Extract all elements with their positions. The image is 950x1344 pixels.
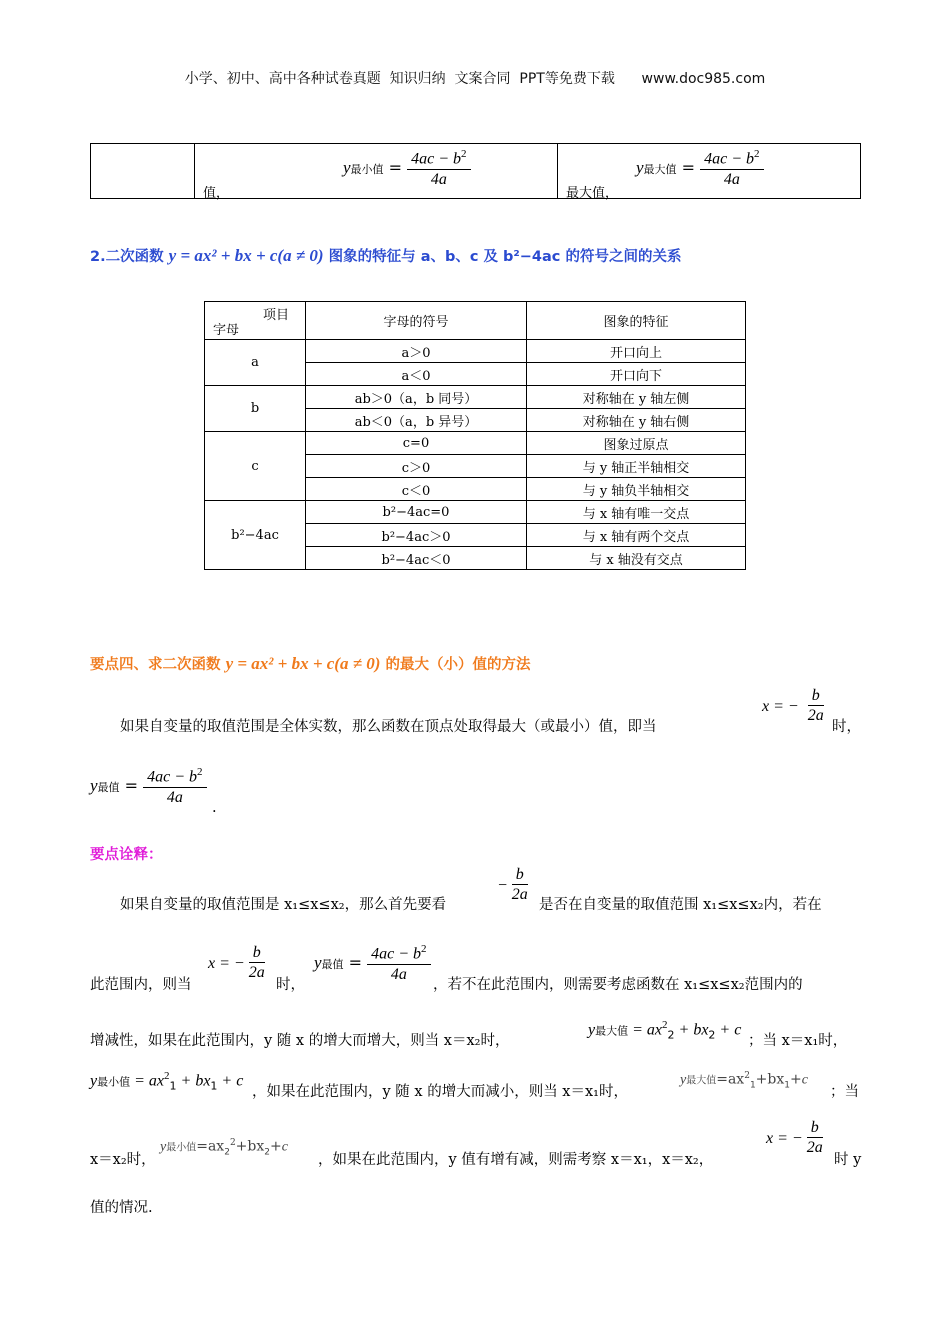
table-row: [205, 386, 746, 409]
sign-cell: ab＞0（a，b 同号）: [306, 386, 527, 409]
max-denominator: 4a: [723, 170, 740, 188]
sign-cell: a＜0: [306, 363, 527, 386]
para2-l6: 值的情况.: [90, 1200, 153, 1216]
para2-l4b: ；当: [830, 1084, 859, 1100]
para2-l2b: 时，: [276, 977, 305, 993]
header-sign: 字母的符号: [306, 302, 527, 340]
header-text: 小学、初中、高中各种试卷真题 知识归纳 文案合同 PPT等免费下载: [184, 71, 615, 87]
sign-cell: b²−4ac＜0: [306, 547, 527, 570]
section4-formula: y = ax² + bx + c(a ≠ 0): [225, 654, 381, 673]
sign-cell: b²−4ac=0: [306, 501, 527, 524]
letter-cell: a: [205, 340, 306, 386]
min-at-x2-formula: y最小值$=ax_2^2+bx_2+c$: [160, 1138, 288, 1158]
section2-heading: [90, 245, 681, 266]
sign-cell: ab＜0（a，b 异号）: [306, 409, 527, 432]
diagonal-header-cell: [205, 302, 306, 340]
min-at-x1-formula: y最小值 = $ax^2_1 + bx_1 + c$: [90, 1070, 244, 1093]
table-row: [205, 340, 746, 363]
neg-b-over-2a: − $\frac{b}{2a}$: [497, 866, 528, 904]
extremum-formula: y最值 = $\frac{4ac - b^2}{4a}$: [90, 766, 207, 807]
min-value-label: 值，: [203, 186, 230, 201]
feature-cell: 开口向上: [527, 340, 746, 363]
vertex-x-formula-2: x = − $\frac{b}{2a}$: [208, 944, 265, 982]
header-feature: 图象的特征: [527, 302, 746, 340]
min-subscript: 最小值: [350, 162, 384, 176]
section4-prefix: 要点四、求二次函数: [90, 657, 221, 673]
letter-cell: c: [205, 432, 306, 501]
section4-suffix: 的最大（小）值的方法: [385, 657, 531, 673]
para2-l1a: 如果自变量的取值范围是 x₁≤x≤x₂，那么首先要看: [120, 897, 447, 913]
max-subscript: 最大值: [643, 162, 677, 176]
vertex-x-formula-3: x = − $\frac{b}{2a}$: [766, 1119, 823, 1157]
max-value-cell: y最大值 = $\frac{4ac - b^2}{4a}$ 最大值，: [558, 144, 861, 199]
sign-cell: c＞0: [306, 455, 527, 478]
feature-cell: 与 y 轴负半轴相交: [527, 478, 746, 501]
section2-suffix: 图象的特征与 a、b、c 及 b²−4ac 的符号之间的关系: [328, 249, 682, 265]
sign-cell: c=0: [306, 432, 527, 455]
para2-l2c: ，若不在此范围内，则需要考虑函数在 x₁≤x≤x₂范围内的: [433, 977, 803, 993]
sign-cell: a＞0: [306, 340, 527, 363]
feature-cell: 与 x 轴没有交点: [527, 547, 746, 570]
header-item: 项目: [262, 308, 289, 323]
header-letter: 字母: [213, 323, 240, 338]
letter-cell: b²−4ac: [205, 501, 306, 570]
para2-l2a: 此范围内，则当: [90, 977, 192, 993]
min-denominator: 4a: [430, 170, 447, 188]
para2-l5a: x＝x₂时，: [90, 1152, 156, 1168]
max-at-x2-formula: y最大值 = $ax^2_2 + bx_2 + c$: [588, 1019, 742, 1042]
para2-l5b: ，如果在此范围内，y 值有增有减，则需考察 x＝x₁，x＝x₂，: [318, 1152, 714, 1168]
min-numerator: 4ac − b: [411, 150, 462, 168]
para2-l5c: 时 y: [834, 1152, 862, 1168]
feature-cell: 与 y 轴正半轴相交: [527, 455, 746, 478]
para2-l3a: 增减性，如果在此范围内，y 随 x 的增大而增大，则当 x＝x₂时，: [90, 1033, 510, 1049]
letter-cell: b: [205, 386, 306, 432]
table-row: [205, 501, 746, 524]
relation-table: [204, 301, 746, 570]
max-value-label: 最大值，: [566, 186, 619, 201]
feature-cell: 对称轴在 y 轴右侧: [527, 409, 746, 432]
max-at-x1-formula: y最大值$=ax^2_1+bx_1+c$: [680, 1071, 808, 1091]
section2-prefix: 2.二次函数: [90, 249, 164, 265]
sign-cell: b²−4ac＞0: [306, 524, 527, 547]
section4-heading: [90, 653, 531, 674]
feature-cell: 对称轴在 y 轴左侧: [527, 386, 746, 409]
feature-cell: 图象过原点: [527, 432, 746, 455]
para2-l3b: ；当 x＝x₁时，: [748, 1033, 848, 1049]
min-value-cell: y最小值 = $\frac{4ac - b^2}{4a}$ 值，: [195, 144, 558, 199]
extremum-formula-2: y最值 = $\frac{4ac - b^2}{4a}$: [314, 943, 431, 984]
header-url[interactable]: www.doc985.com: [641, 71, 766, 87]
extremum-table: [90, 143, 861, 199]
para1-end: 时，: [832, 719, 861, 735]
extremum-subscript: 最值: [97, 780, 120, 794]
feature-cell: 与 x 轴有唯一交点: [527, 501, 746, 524]
max-numerator: 4ac − b: [704, 150, 755, 168]
extremum-table-blank-cell: [91, 144, 195, 199]
note-title: 要点诠释：: [90, 847, 163, 863]
para1-period: .: [212, 800, 217, 816]
section2-formula: y = ax² + bx + c(a ≠ 0): [168, 246, 324, 265]
feature-cell: 开口向下: [527, 363, 746, 386]
para2-l1b: 是否在自变量的取值范围 x₁≤x≤x₂内，若在: [539, 897, 822, 913]
relation-table-header-row: [205, 302, 746, 340]
feature-cell: 与 x 轴有两个交点: [527, 524, 746, 547]
para2-l4a: ，如果在此范围内，y 随 x 的增大而减小，则当 x＝x₁时，: [252, 1084, 628, 1100]
site-header: [0, 68, 950, 88]
sign-cell: c＜0: [306, 478, 527, 501]
vertex-x-formula: x = − $\frac{b}{2a}$: [762, 687, 824, 725]
para1-text: 如果自变量的取值范围是全体实数，那么函数在顶点处取得最大（或最小）值，即当: [120, 719, 657, 735]
table-row: [205, 432, 746, 455]
